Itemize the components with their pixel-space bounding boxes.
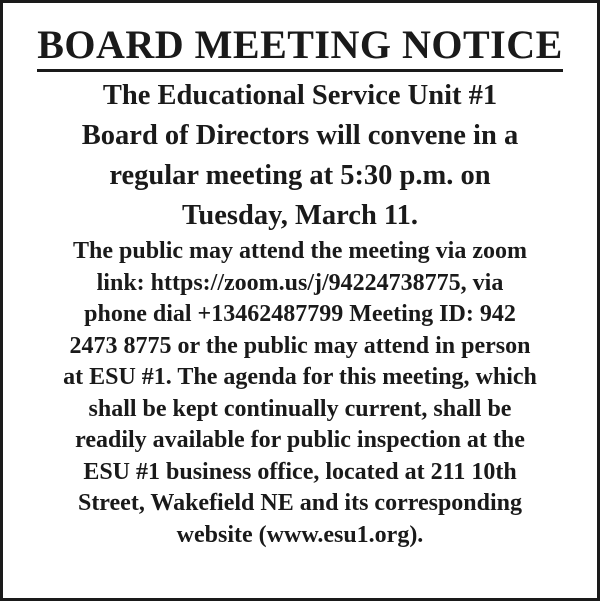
body-line: at ESU #1. The agenda for this meeting, which bbox=[63, 364, 537, 390]
body-line: link: https://zoom.us/j/94224738775, via bbox=[96, 269, 504, 296]
lead-line: regular meeting at 5:30 p.m. on bbox=[109, 160, 491, 191]
body-line: phone dial +13462487799 Meeting ID: 942 bbox=[84, 301, 516, 327]
lead-line: Board of Directors will convene in a bbox=[81, 120, 519, 151]
body-line: readily available for public inspection at the bbox=[75, 427, 525, 453]
body-line: Street, Wakefield NE and its corresponding bbox=[77, 490, 523, 516]
notice-lead bbox=[15, 76, 585, 236]
body-line: shall be kept continually current, shall be bbox=[88, 395, 512, 422]
notice-title: BOARD MEETING NOTICE bbox=[37, 21, 563, 72]
notice-body bbox=[15, 236, 585, 551]
body-line: The public may attend the meeting via zoom bbox=[73, 238, 527, 264]
body-line: 2473 8775 or the public may attend in person bbox=[69, 332, 531, 359]
lead-line: Tuesday, March 11. bbox=[182, 200, 418, 231]
body-line: ESU #1 business office, located at 211 10th bbox=[83, 458, 517, 485]
body-line: website (www.esu1.org). bbox=[176, 521, 424, 548]
lead-line: The Educational Service Unit #1 bbox=[102, 80, 498, 111]
